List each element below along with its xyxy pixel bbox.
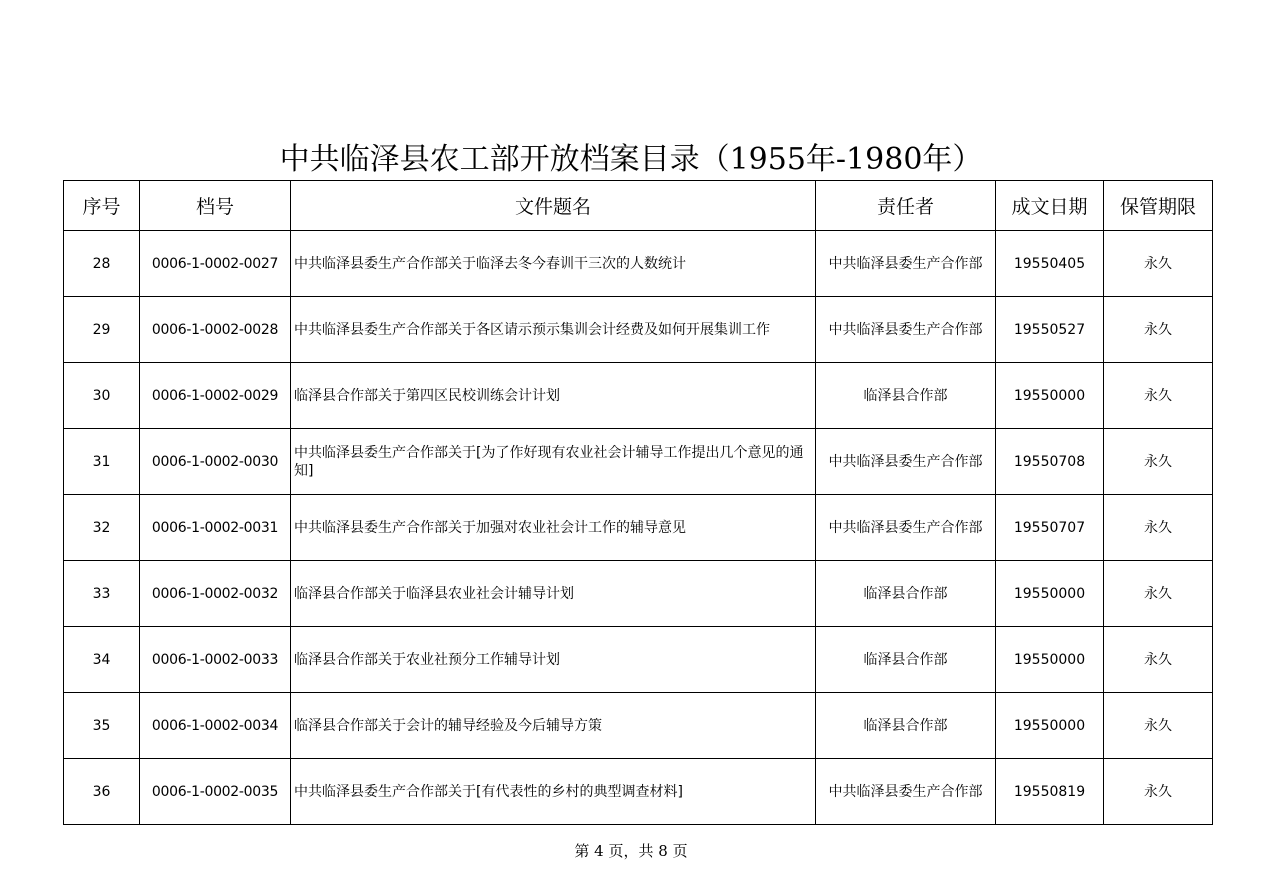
cell-date: 19550000 [996,627,1104,693]
table-row [64,759,1213,825]
cell-author: 中共临泽县委生产合作部 [816,231,996,297]
header-seq: 序号 [64,181,140,231]
page-title: 中共临泽县农工部开放档案目录（1955年-1980年） [279,142,983,177]
cell-seq: 32 [64,495,140,561]
cell-author: 中共临泽县委生产合作部 [816,495,996,561]
cell-doc-title: 中共临泽县委生产合作部关于临泽去冬今春训干三次的人数统计 [291,231,816,297]
cell-date: 19550000 [996,561,1104,627]
cell-author: 中共临泽县委生产合作部 [816,759,996,825]
table-header [64,181,1213,231]
cell-seq: 34 [64,627,140,693]
cell-author: 临泽县合作部 [816,627,996,693]
cell-file-no: 0006-1-0002-0032 [140,561,291,627]
cell-file-no: 0006-1-0002-0033 [140,627,291,693]
cell-author: 临泽县合作部 [816,693,996,759]
header-doc-title: 文件题名 [291,181,816,231]
cell-file-no: 0006-1-0002-0035 [140,759,291,825]
cell-seq: 30 [64,363,140,429]
cell-author: 中共临泽县委生产合作部 [816,429,996,495]
cell-seq: 35 [64,693,140,759]
cell-file-no: 0006-1-0002-0029 [140,363,291,429]
table-row [64,561,1213,627]
cell-date: 19550819 [996,759,1104,825]
cell-retention: 永久 [1104,693,1213,759]
page-footer: 第 4 页，共 8 页 [574,842,688,860]
cell-doc-title: 中共临泽县委生产合作部关于[为了作好现有农业社会计辅导工作提出几个意见的通知] [291,429,816,495]
cell-file-no: 0006-1-0002-0028 [140,297,291,363]
cell-file-no: 0006-1-0002-0027 [140,231,291,297]
cell-date: 19550000 [996,693,1104,759]
cell-date: 19550000 [996,363,1104,429]
cell-file-no: 0006-1-0002-0034 [140,693,291,759]
cell-date: 19550707 [996,495,1104,561]
cell-file-no: 0006-1-0002-0030 [140,429,291,495]
header-author: 责任者 [816,181,996,231]
cell-author: 临泽县合作部 [816,363,996,429]
table-row [64,429,1213,495]
cell-seq: 36 [64,759,140,825]
cell-doc-title: 临泽县合作部关于第四区民校训练会计计划 [291,363,816,429]
cell-retention: 永久 [1104,759,1213,825]
cell-author: 中共临泽县委生产合作部 [816,297,996,363]
header-file-no: 档号 [140,181,291,231]
cell-doc-title: 中共临泽县委生产合作部关于加强对农业社会计工作的辅导意见 [291,495,816,561]
header-date: 成文日期 [996,181,1104,231]
cell-doc-title: 临泽县合作部关于农业社预分工作辅导计划 [291,627,816,693]
table-row [64,495,1213,561]
archive-table [63,180,1213,825]
table-row [64,231,1213,297]
cell-doc-title: 临泽县合作部关于会计的辅导经验及今后辅导方策 [291,693,816,759]
cell-seq: 33 [64,561,140,627]
cell-doc-title: 临泽县合作部关于临泽县农业社会计辅导计划 [291,561,816,627]
cell-author: 临泽县合作部 [816,561,996,627]
cell-seq: 29 [64,297,140,363]
cell-seq: 28 [64,231,140,297]
cell-retention: 永久 [1104,231,1213,297]
cell-doc-title: 中共临泽县委生产合作部关于各区请示预示集训会计经费及如何开展集训工作 [291,297,816,363]
cell-date: 19550527 [996,297,1104,363]
table-row [64,363,1213,429]
cell-retention: 永久 [1104,495,1213,561]
header-row [64,181,1213,231]
cell-retention: 永久 [1104,363,1213,429]
header-retention: 保管期限 [1104,181,1213,231]
cell-date: 19550405 [996,231,1104,297]
cell-retention: 永久 [1104,561,1213,627]
cell-retention: 永久 [1104,627,1213,693]
table-row [64,693,1213,759]
cell-seq: 31 [64,429,140,495]
cell-retention: 永久 [1104,297,1213,363]
cell-retention: 永久 [1104,429,1213,495]
cell-doc-title: 中共临泽县委生产合作部关于[有代表性的乡村的典型调查材料] [291,759,816,825]
cell-date: 19550708 [996,429,1104,495]
table-row [64,627,1213,693]
table-body [64,231,1213,825]
table-row [64,297,1213,363]
cell-file-no: 0006-1-0002-0031 [140,495,291,561]
